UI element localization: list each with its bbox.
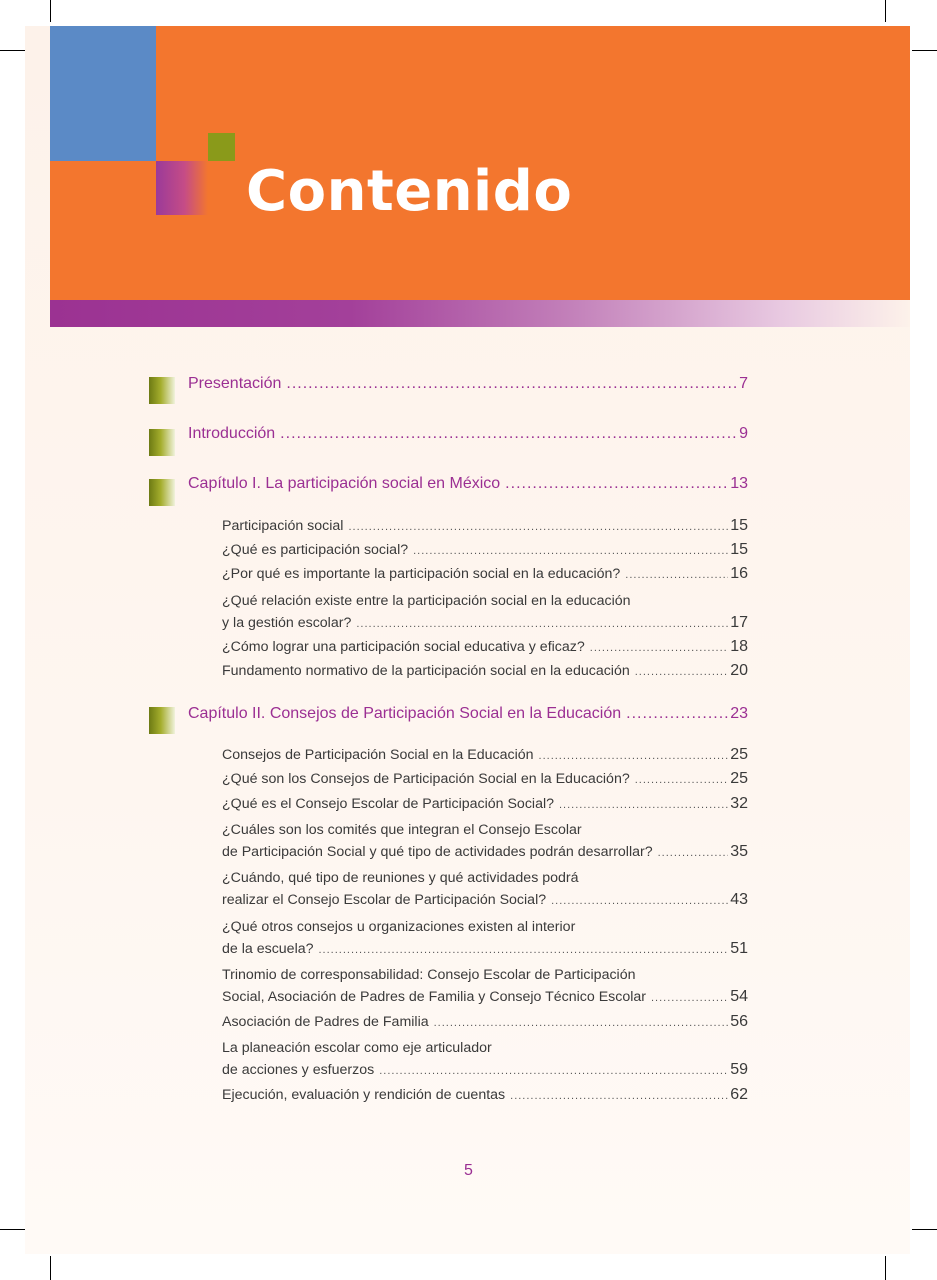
toc-page-number: 17 <box>730 614 748 631</box>
dot-leader <box>635 774 728 786</box>
crop-mark <box>50 1256 51 1280</box>
crop-mark <box>885 0 886 22</box>
toc-subentry[interactable] <box>222 843 748 861</box>
toc-subentry-label: Social, Asociación de Padres de Familia y Consejo Técnico Escolar <box>222 989 646 1005</box>
crop-mark <box>912 1229 937 1230</box>
toc-subentry[interactable] <box>222 662 748 680</box>
toc-subentry-label: ¿Qué es participación social? <box>222 542 409 558</box>
toc-subentry-line1: Trinomio de corresponsabilidad: Consejo Escolar de Participación <box>222 967 636 983</box>
toc-subentry-label: ¿Qué son los Consejos de Participación Social en la Educación? <box>222 771 630 787</box>
toc-subentry-label: de Participación Social y qué tipo de actividades podrán desarrollar? <box>222 844 653 860</box>
crop-mark <box>0 1229 25 1230</box>
purple-gradient-band <box>50 300 910 327</box>
toc-subentry-label: realizar el Consejo Escolar de Participación Social? <box>222 892 547 908</box>
page-title: Contenido <box>246 159 573 224</box>
crop-mark <box>50 0 51 22</box>
toc-subentry[interactable] <box>222 1013 748 1031</box>
toc-subentry[interactable] <box>222 565 748 583</box>
toc-subentry-label: de acciones y esfuerzos <box>222 1062 375 1078</box>
toc-subentry[interactable] <box>222 988 748 1006</box>
section-bullet-icon <box>149 377 175 404</box>
toc-subentry-label: ¿Cómo lograr una participación social educativa y eficaz? <box>222 639 585 655</box>
dot-leader <box>348 521 728 533</box>
toc-subentry[interactable] <box>222 770 748 788</box>
toc-page-number: 23 <box>730 705 748 722</box>
toc-page-number: 54 <box>730 988 748 1005</box>
toc-subentry-label: Fundamento normativo de la participación social en la educación <box>222 663 630 679</box>
toc-subentry-line1: ¿Qué relación existe entre la participación social en la educación <box>222 593 631 609</box>
dot-leader <box>434 1017 729 1029</box>
toc-subentry-label: Participación social <box>222 518 344 534</box>
toc-page-number: 62 <box>730 1086 748 1103</box>
purple-square-decoration <box>156 161 208 215</box>
toc-page-number: 25 <box>730 746 748 763</box>
toc-entry-label: Introducción <box>188 425 276 442</box>
toc-page-number: 25 <box>730 770 748 787</box>
dot-leader <box>658 847 729 859</box>
toc-subentry[interactable] <box>222 746 748 764</box>
toc-subentry[interactable] <box>222 1086 748 1104</box>
toc-page-number: 56 <box>730 1013 748 1030</box>
toc-page-number: 13 <box>730 475 748 492</box>
blue-square-decoration <box>50 26 156 161</box>
toc-subentry-line1: ¿Qué otros consejos u organizaciones existen al interior <box>222 919 576 935</box>
section-bullet-icon <box>149 429 175 456</box>
dot-leader <box>510 1090 728 1102</box>
toc-page-number: 59 <box>730 1061 748 1078</box>
toc-page-number: 7 <box>739 375 748 392</box>
dot-leader <box>413 545 728 557</box>
dot-leader <box>559 799 728 811</box>
toc-subentry-line1: La planeación escolar como eje articulador <box>222 1040 492 1056</box>
toc-page-number: 16 <box>730 565 748 582</box>
section-bullet-icon <box>149 479 175 506</box>
toc-entry-capitulo-2[interactable] <box>188 705 748 723</box>
toc-subentry[interactable] <box>222 541 748 559</box>
toc-subentry-line1: ¿Cuáles son los comités que integran el Consejo Escolar <box>222 822 582 838</box>
toc-subentry-label: de la escuela? <box>222 941 314 957</box>
toc-page-number: 43 <box>730 891 748 908</box>
toc-page-number: 9 <box>739 425 748 442</box>
dot-leader <box>280 425 737 443</box>
toc-subentry[interactable] <box>222 940 748 958</box>
toc-subentry-line1: ¿Cuándo, qué tipo de reuniones y qué actividades podrá <box>222 870 579 886</box>
crop-mark <box>885 1256 886 1280</box>
crop-mark <box>0 50 25 51</box>
dot-leader <box>319 944 729 956</box>
toc-page-number: 18 <box>730 638 748 655</box>
toc-page-number: 20 <box>730 662 748 679</box>
dot-leader <box>551 895 728 907</box>
toc-entry-capitulo-1[interactable] <box>188 475 748 493</box>
toc-subentry[interactable] <box>222 614 748 632</box>
toc-entry-label: Presentación <box>188 375 282 392</box>
toc-subentry[interactable] <box>222 795 748 813</box>
toc-subentry-label: Ejecución, evaluación y rendición de cuentas <box>222 1087 506 1103</box>
toc-entry-introduccion[interactable] <box>188 425 748 443</box>
toc-subentry-label: y la gestión escolar? <box>222 615 352 631</box>
toc-entry-label: Capítulo II. Consejos de Participación Social en la Educación <box>188 705 622 722</box>
dot-leader <box>379 1065 728 1077</box>
toc-page-number: 15 <box>730 541 748 558</box>
toc-subentry-label: Consejos de Participación Social en la Educación <box>222 747 534 763</box>
dot-leader <box>635 666 728 678</box>
toc-page-number: 15 <box>730 517 748 534</box>
toc-page-number: 35 <box>730 843 748 860</box>
olive-square-decoration <box>208 133 235 161</box>
page-number: 5 <box>464 1162 473 1179</box>
toc-subentry-label: Asociación de Padres de Familia <box>222 1014 429 1030</box>
dot-leader <box>286 375 737 393</box>
crop-mark <box>912 50 937 51</box>
toc-subentry[interactable] <box>222 891 748 909</box>
dot-leader <box>590 642 728 654</box>
toc-subentry[interactable] <box>222 1061 748 1079</box>
dot-leader <box>356 618 728 630</box>
toc-subentry-label: ¿Qué es el Consejo Escolar de Participación Social? <box>222 796 554 812</box>
toc-subentry[interactable] <box>222 517 748 535</box>
dot-leader <box>625 569 728 581</box>
toc-subentry[interactable] <box>222 638 748 656</box>
dot-leader <box>505 475 728 493</box>
toc-entry-label: Capítulo I. La participación social en México <box>188 475 501 492</box>
toc-page-number: 51 <box>730 940 748 957</box>
dot-leader <box>626 705 728 723</box>
toc-entry-presentacion[interactable] <box>188 375 748 393</box>
dot-leader <box>539 750 729 762</box>
toc-subentry-label: ¿Por qué es importante la participación social en la educación? <box>222 566 621 582</box>
toc-page-number: 32 <box>730 795 748 812</box>
dot-leader <box>651 992 728 1004</box>
section-bullet-icon <box>149 707 175 734</box>
